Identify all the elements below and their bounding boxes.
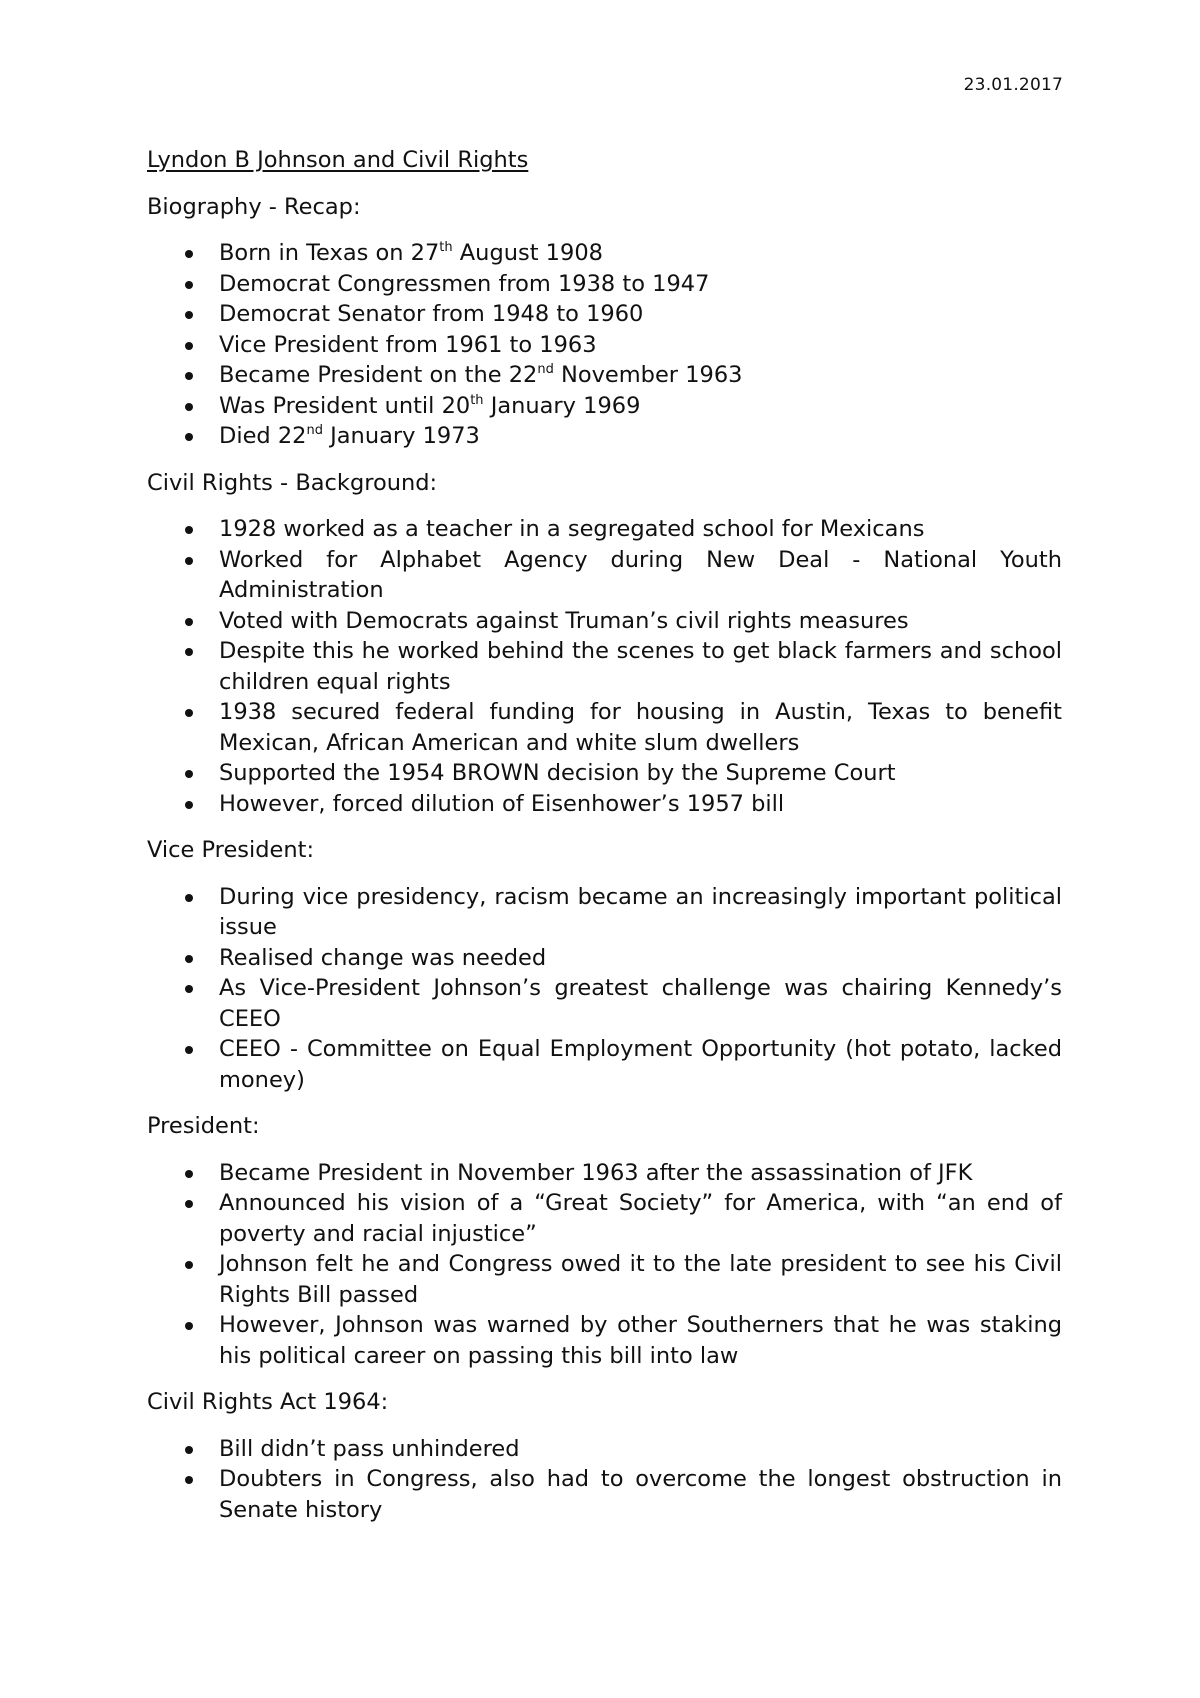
list-item-text: Worked for Alphabet Agency during New Deal - National Youth Administration bbox=[219, 546, 1062, 603]
list-item bbox=[147, 360, 1062, 391]
list-item-text: Democrat Congressmen from 1938 to 1947 bbox=[219, 270, 710, 297]
section-heading-president: President: bbox=[147, 1113, 260, 1139]
document-body bbox=[147, 145, 1062, 1541]
list-item-text: Announced his vision of a “Great Society” for America, with “an end of poverty and racial injustice” bbox=[219, 1190, 1062, 1247]
list-item-text: As Vice-President Johnson’s greatest challenge was chairing Kennedy’s CEEO bbox=[219, 975, 1062, 1032]
list-item bbox=[147, 1034, 1062, 1095]
list-item bbox=[147, 330, 1062, 361]
list-item-text: Supported the 1954 BROWN decision by the Supreme Court bbox=[219, 760, 896, 786]
list-item-text: Vice President from 1961 to 1963 bbox=[219, 331, 597, 358]
section-heading-background: Civil Rights - Background: bbox=[147, 469, 438, 496]
list-item-text: Was President until 20 bbox=[219, 392, 471, 419]
background-list bbox=[147, 514, 1062, 819]
list-item-text: During vice presidency, racism became an increasingly important political issue bbox=[219, 883, 1062, 940]
ordinal-suffix: th bbox=[470, 392, 484, 408]
list-item-text: Voted with Democrats against Truman’s civil rights measures bbox=[219, 607, 909, 634]
list-item-text: Doubters in Congress, also had to overcome the longest obstruction in Senate history bbox=[219, 1466, 1062, 1523]
bullet-icon bbox=[185, 770, 193, 778]
bullet-icon bbox=[185, 1200, 193, 1208]
bullet-icon bbox=[185, 709, 193, 717]
list-item bbox=[147, 697, 1062, 758]
biography-list bbox=[147, 238, 1062, 452]
list-item-text: Became President on the 22 bbox=[219, 362, 538, 388]
bullet-icon bbox=[185, 618, 193, 626]
document-title: Lyndon B Johnson and Civil Rights bbox=[147, 147, 529, 173]
list-item bbox=[147, 514, 1062, 545]
list-item-text: November 1963 bbox=[553, 362, 743, 388]
bullet-icon bbox=[185, 1261, 193, 1269]
list-item-text: Became President in November 1963 after the assassination of JFK bbox=[219, 1159, 973, 1186]
bullet-icon bbox=[185, 894, 193, 902]
list-item-text: 1938 secured federal funding for housing in Austin, Texas to benefit Mexican, African American and white slum dwellers bbox=[219, 699, 1062, 756]
list-item bbox=[147, 943, 1062, 974]
bullet-icon bbox=[185, 1170, 193, 1178]
list-item bbox=[147, 789, 1062, 820]
ordinal-suffix: th bbox=[439, 240, 453, 255]
list-item bbox=[147, 606, 1062, 637]
list-item-text: However, forced dilution of Eisenhower’s 1957 bill bbox=[219, 790, 785, 817]
ordinal-suffix: nd bbox=[306, 423, 323, 438]
list-item-text: Died 22 bbox=[219, 423, 307, 449]
bullet-icon bbox=[185, 1446, 193, 1454]
list-item bbox=[147, 1434, 1062, 1465]
bullet-icon bbox=[185, 311, 193, 319]
list-item bbox=[147, 391, 1062, 422]
bullet-icon bbox=[185, 648, 193, 656]
bullet-icon bbox=[185, 1322, 193, 1330]
list-item-text: January 1973 bbox=[322, 423, 480, 449]
document-date: 23.01.2017 bbox=[963, 75, 1063, 95]
list-item-text: Johnson felt he and Congress owed it to the late president to see his Civil Rights Bill passed bbox=[219, 1251, 1062, 1308]
list-item bbox=[147, 1249, 1062, 1310]
bullet-icon bbox=[185, 955, 193, 963]
list-item-text: Despite this he worked behind the scenes to get black farmers and school children equal rights bbox=[219, 638, 1062, 695]
list-item-text: August 1908 bbox=[452, 240, 603, 266]
list-item-text: Born in Texas on 27 bbox=[219, 240, 440, 266]
list-item bbox=[147, 1464, 1062, 1525]
bullet-icon bbox=[185, 1476, 193, 1484]
list-item bbox=[147, 545, 1062, 606]
section-heading-biography: Biography - Recap: bbox=[147, 193, 361, 220]
list-item bbox=[147, 1310, 1062, 1371]
bullet-icon bbox=[185, 985, 193, 993]
civil-rights-act-list bbox=[147, 1434, 1062, 1526]
section-heading-civil-rights-act: Civil Rights Act 1964: bbox=[147, 1389, 389, 1415]
list-item bbox=[147, 299, 1062, 330]
list-item-text: 1928 worked as a teacher in a segregated school for Mexicans bbox=[219, 516, 925, 542]
vice-president-list bbox=[147, 882, 1062, 1096]
bullet-icon bbox=[185, 801, 193, 809]
list-item-text: January 1969 bbox=[483, 392, 641, 419]
ordinal-suffix: nd bbox=[537, 362, 554, 377]
list-item bbox=[147, 973, 1062, 1034]
list-item bbox=[147, 636, 1062, 697]
list-item bbox=[147, 1158, 1062, 1189]
bullet-icon bbox=[185, 281, 193, 289]
bullet-icon bbox=[185, 372, 193, 380]
president-list bbox=[147, 1158, 1062, 1372]
list-item bbox=[147, 238, 1062, 269]
bullet-icon bbox=[185, 1046, 193, 1054]
list-item-text: CEEO - Committee on Equal Employment Opportunity (hot potato, lacked money) bbox=[219, 1036, 1062, 1093]
list-item bbox=[147, 421, 1062, 452]
list-item bbox=[147, 269, 1062, 300]
bullet-icon bbox=[185, 433, 193, 441]
list-item-text: Realised change was needed bbox=[219, 944, 547, 971]
bullet-icon bbox=[185, 557, 193, 565]
list-item bbox=[147, 758, 1062, 789]
list-item-text: Democrat Senator from 1948 to 1960 bbox=[219, 301, 644, 327]
list-item bbox=[147, 882, 1062, 943]
list-item-text: Bill didn’t pass unhindered bbox=[219, 1435, 520, 1462]
section-heading-vice-president: Vice President: bbox=[147, 837, 315, 863]
bullet-icon bbox=[185, 250, 193, 258]
list-item-text: However, Johnson was warned by other Southerners that he was staking his political career on passing this bill into law bbox=[219, 1312, 1062, 1369]
bullet-icon bbox=[185, 526, 193, 534]
list-item bbox=[147, 1188, 1062, 1249]
bullet-icon bbox=[185, 403, 193, 411]
bullet-icon bbox=[185, 342, 193, 350]
